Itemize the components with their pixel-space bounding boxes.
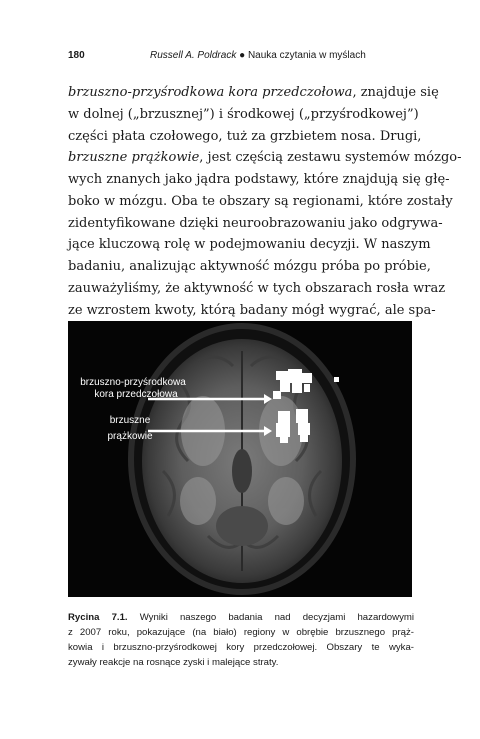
- caption-line: kowia i brzuszno-przyśrodkowej kory przedczołowej. Obszary te wyka-: [68, 642, 414, 653]
- text-line: brzuszne prążkowie, jest częścią zestawu systemów mózgo-: [68, 150, 462, 166]
- text-line: części płata czołowego, tuż za grzbietem nosa. Drugi,: [68, 128, 422, 144]
- label-vmpfc-line1: brzuszno-przyśrodkowa: [80, 377, 186, 388]
- term-ventral-striatum: brzuszne prążkowie: [68, 150, 200, 166]
- text-line: ze wzrostem kwoty, którą badany mógł wygrać, ale spa-: [68, 302, 436, 318]
- text-line: w dolnej („brzusznej”) i środkowej („przyśrodkowej”): [68, 106, 419, 122]
- caption-label: Rycina 7.1.: [68, 612, 128, 623]
- text-line: zidentyfikowane dzięki neuroobrazowaniu jako odgrywa-: [68, 215, 443, 231]
- label-vmpfc-line2: kora przedczołowa: [94, 389, 178, 400]
- text-line: boko w mózgu. Oba te obszary są regionami, które zostały: [68, 193, 453, 209]
- label-vs-line2: prążkowie: [107, 431, 153, 442]
- brain-scan-figure: [68, 321, 412, 597]
- text-line: zauważyliśmy, że aktywność w tych obszarach rosła wraz: [68, 280, 446, 296]
- text-line: jące kluczową rolę w podejmowaniu decyzji. W naszym: [68, 237, 431, 253]
- text-line: wych znanych jako jądra podstawy, które znajdują się głę-: [68, 172, 450, 187]
- header-separator: ●: [239, 50, 246, 61]
- author-name: Russell A. Poldrack: [150, 50, 237, 61]
- text-line: badaniu, analizując aktywność mózgu próba po próbie,: [68, 259, 431, 274]
- caption-line: zywały reakcje na rosnące zyski i malejące straty.: [68, 657, 279, 668]
- label-vs-line1: brzuszne: [109, 415, 151, 426]
- brain-scan-image: [68, 321, 412, 597]
- caption-line: z 2007 roku, pokazujące (na biało) regiony w obrębie brzusznego prąż-: [68, 627, 414, 638]
- book-title: Nauka czytania w myślach: [247, 50, 366, 61]
- body-paragraph: [68, 82, 462, 321]
- running-header: [68, 50, 414, 64]
- term-vmpfc: brzuszno-przyśrodkowa kora przedczołowa: [68, 85, 353, 100]
- figure-caption: [68, 610, 414, 670]
- page-number: 180: [68, 50, 85, 61]
- text-line: brzuszno-przyśrodkowa kora przedczołowa, znajduje się: [68, 85, 439, 100]
- caption-line: Rycina 7.1. Wyniki naszego badania nad decyzjami hazardowymi: [68, 612, 414, 623]
- running-head: [150, 50, 366, 61]
